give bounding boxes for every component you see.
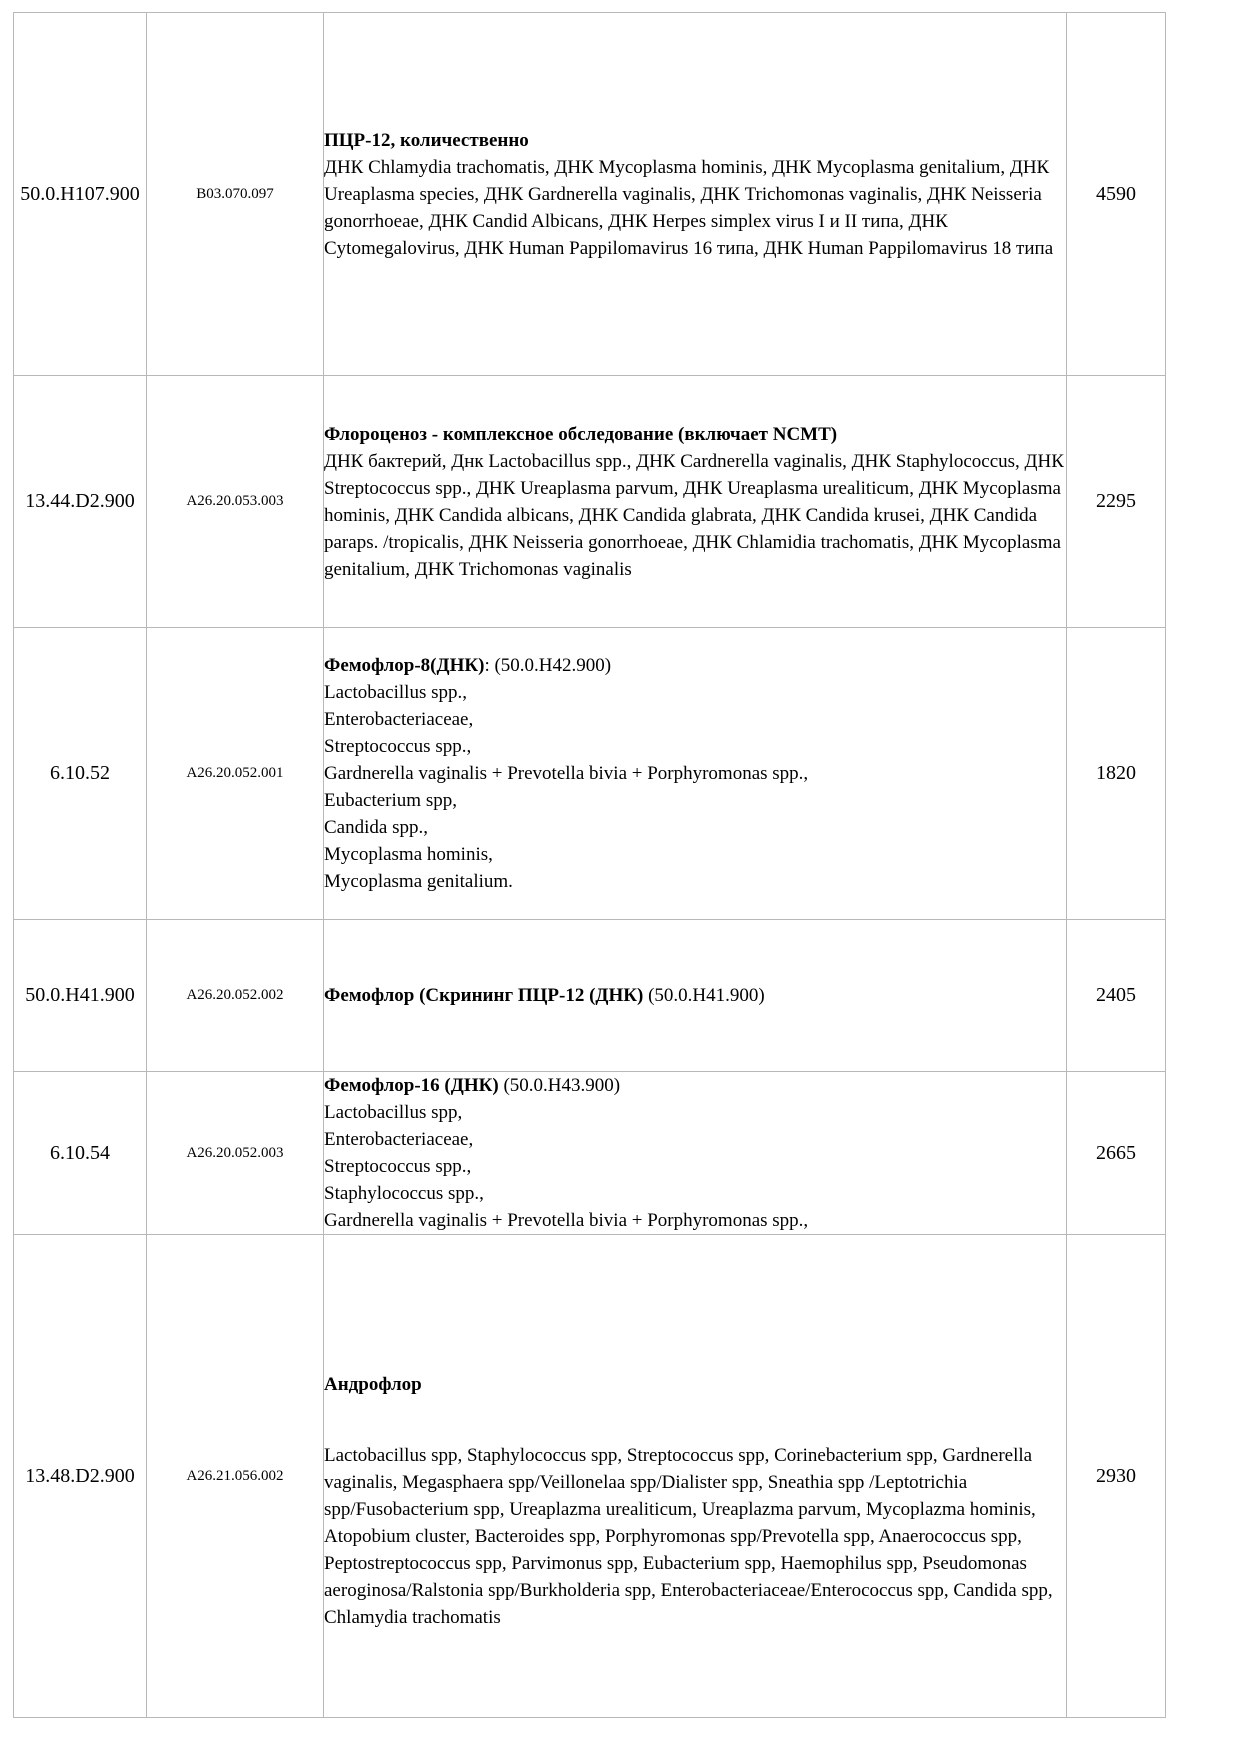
test-description <box>324 628 1067 920</box>
list-item: Mycoplasma hominis, <box>324 844 493 865</box>
table-row <box>14 920 1166 1072</box>
price-table <box>13 12 1166 1718</box>
service-code: A26.20.052.003 <box>147 1072 324 1235</box>
lab-code: 13.48.D2.900 <box>14 1235 147 1718</box>
test-description <box>324 1072 1067 1235</box>
lab-code: 6.10.54 <box>14 1072 147 1235</box>
service-code: B03.070.097 <box>147 13 324 376</box>
table-row <box>14 1235 1166 1718</box>
price: 4590 <box>1067 13 1166 376</box>
lab-code: 50.0.H107.900 <box>14 13 147 376</box>
lab-code: 6.10.52 <box>14 628 147 920</box>
test-title: ПЦР-12, количественно <box>324 129 529 151</box>
price: 2405 <box>1067 920 1166 1072</box>
test-heading <box>324 982 1066 1009</box>
test-title: Фемофлор-8(ДНК) <box>324 655 485 676</box>
test-description <box>324 920 1067 1072</box>
price: 2930 <box>1067 1235 1166 1718</box>
service-code: A26.20.052.001 <box>147 628 324 920</box>
list-item: Gardnerella vaginalis + Prevotella bivia + Porphyromonas spp., <box>324 763 809 784</box>
list-item: Candida spp., <box>324 817 428 838</box>
service-code: A26.20.052.002 <box>147 920 324 1072</box>
test-title-suffix: : (50.0.H42.900) <box>484 655 612 676</box>
test-description <box>324 13 1067 376</box>
lab-code: 13.44.D2.900 <box>14 376 147 628</box>
test-components: Lactobacillus spp, Staphylococcus spp, Streptococcus spp, Corinebacterium spp, Gardnerella vaginalis, Megasphaera spp/Veillonelaa spp/Dialister spp, Sneathia spp /Leptotrichia spp/Fusobacterium spp, Ureaplazma urealiticum, Ureaplazma parvum, Mycoplazma hominis, Atopobium cluster, Bacteroides spp, Porphyromonas spp/Prevotella spp, Anaerococcus spp, Peptostreptococcus spp, Parvimonus spp, Eubacterium spp, Haemophilus spp, Pseudomonas aeroginosa/Ralstonia spp/Burkholderia spp, Enterobacteriaceae/Enterococcus spp, Candida spp, Chlamydia trachomatis <box>324 1444 1053 1628</box>
table-row <box>14 13 1166 376</box>
test-title-suffix: (50.0.H41.900) <box>643 985 765 1006</box>
test-title: Фемофлор (Скрининг ПЦР-12 (ДНК) <box>324 985 644 1006</box>
list-item: Streptococcus spp., <box>324 736 472 757</box>
list-item: Staphylococcus spp., <box>324 1183 484 1204</box>
test-heading <box>324 652 1066 679</box>
test-heading <box>324 1072 1066 1099</box>
price: 1820 <box>1067 628 1166 920</box>
service-code: A26.21.056.002 <box>147 1235 324 1718</box>
service-code: A26.20.053.003 <box>147 376 324 628</box>
list-item: Eubacterium spp, <box>324 790 457 811</box>
list-item: Lactobacillus spp, <box>324 1102 463 1123</box>
table-row <box>14 376 1166 628</box>
test-components: ДНК бактерий, Днк Lactobacillus spp., ДНК Cardnerella vaginalis, ДНК Staphylococcus, ДНК Streptococcus spp., ДНК Ureaplasma parvum, ДНК Ureaplasma urealiticum, ДНК Mycoplasma hominis, ДНК Candida albicans, ДНК Candida glabrata, ДНК Candida krusei, ДНК Candida paraps. /tropicalis, ДНК Neisseria gonorrhoeae, ДНК Chlamidia trachomatis, ДНК Mycoplasma genitalium, ДНК Trichomonas vaginalis <box>324 450 1064 580</box>
test-description <box>324 1235 1067 1718</box>
price: 2295 <box>1067 376 1166 628</box>
test-title: Флороценоз - комплексное обследование (включает NCMT) <box>324 423 838 445</box>
table-row <box>14 628 1166 920</box>
lab-code: 50.0.H41.900 <box>14 920 147 1072</box>
test-title: Фемофлор-16 (ДНК) <box>324 1075 499 1096</box>
list-item: Enterobacteriaceae, <box>324 709 474 730</box>
test-description <box>324 376 1067 628</box>
list-item: Mycoplasma genitalium. <box>324 871 513 892</box>
price: 2665 <box>1067 1072 1166 1235</box>
list-item: Gardnerella vaginalis + Prevotella bivia + Porphyromonas spp., <box>324 1210 809 1231</box>
test-components: ДНК Chlamydia trachomatis, ДНК Mycoplasma hominis, ДНК Mycoplasma genitalium, ДНК Ureaplasma species, ДНК Gardnerella vaginalis, ДНК Trichomonas vaginalis, ДНК Neisseria gonorrhoeae, ДНК Candid Albicans, ДНК Herpes simplex virus I и II типа, ДНК Cytomegalovirus, ДНК Human Pappilomavirus 16 типа, ДНК Human Pappilomavirus 18 типа <box>324 156 1054 259</box>
list-item: Lactobacillus spp., <box>324 682 467 703</box>
test-title: Андрофлор <box>324 1373 422 1395</box>
table-row <box>14 1072 1166 1235</box>
list-item: Enterobacteriaceae, <box>324 1129 474 1150</box>
list-item: Streptococcus spp., <box>324 1156 472 1177</box>
test-title-suffix: (50.0.H43.900) <box>498 1075 621 1096</box>
